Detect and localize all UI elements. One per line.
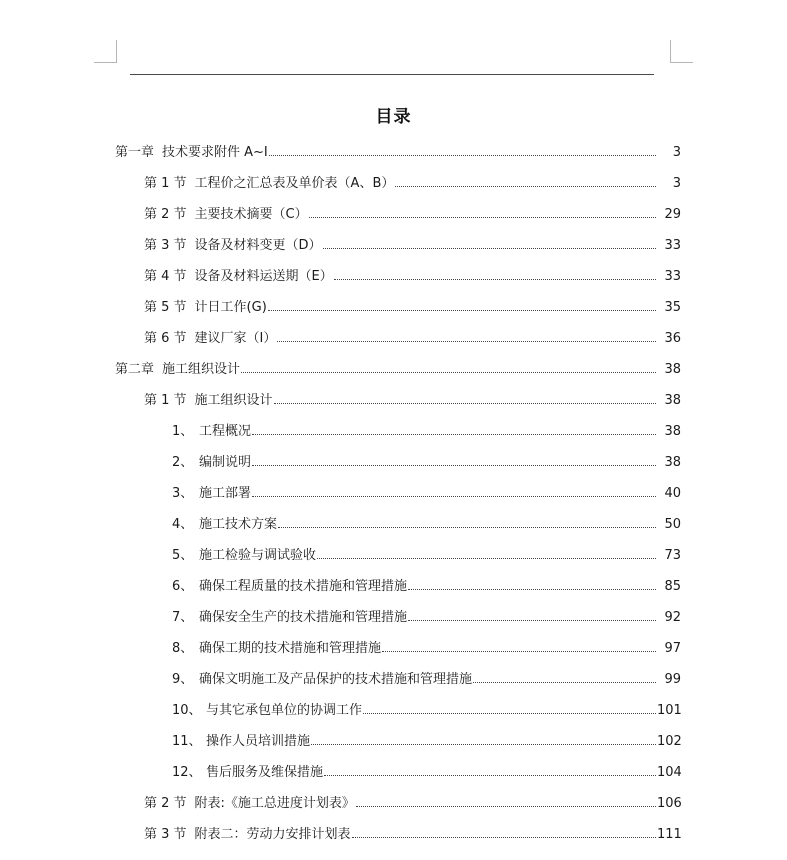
toc-entry[interactable] [0,385,787,416]
toc-dot-leader [408,589,656,590]
toc-entry-label: 施工检验与调试验收 [199,548,317,563]
toc-entry-number: 2、 [172,455,194,470]
toc-entry-label: 主要技术摘要（C） [194,207,308,222]
toc-page-number: 33 [664,238,681,253]
toc-dot-leader [473,682,656,683]
toc-entry-label: 工程价之汇总表及单价表（A、B） [194,176,395,191]
toc-page-number: 38 [664,455,681,470]
toc-entry-number: 11、 [172,734,202,749]
toc-page-number: 38 [664,393,681,408]
toc-dot-leader [334,279,656,280]
toc-entry-number: 第 4 节 [144,269,187,284]
toc-entry[interactable] [0,230,787,261]
toc-entry-number: 1、 [172,424,194,439]
toc-entry[interactable] [0,540,787,571]
toc-dot-leader [382,651,656,652]
toc-entry-label: 施工技术方案 [199,517,278,532]
toc-entry-number: 6、 [172,579,194,594]
toc-dot-leader [363,713,656,714]
toc-entry[interactable] [0,323,787,354]
toc-entry-label: 技术要求附件 A~I [162,145,268,160]
toc-entry-label: 工程概况 [199,424,252,439]
toc-entry-number: 第二章 [115,362,155,377]
toc-page-number: 40 [664,486,681,501]
toc-page-number: 38 [664,424,681,439]
toc-entry-label: 附表二：劳动力安排计划表 [194,827,351,842]
toc-entry-label: 设备及材料变更（D） [194,238,322,253]
toc-entry-label: 与其它承包单位的协调工作 [206,703,363,718]
toc-page-number: 106 [657,796,682,811]
toc-entry[interactable] [0,819,787,850]
toc-page-number: 29 [664,207,681,222]
toc-page-number: 3 [672,176,681,191]
toc-entry-label: 确保文明施工及产品保护的技术措施和管理措施 [199,672,473,687]
toc-entry-number: 第 5 节 [144,300,187,315]
toc-entry-number: 8、 [172,641,194,656]
toc-page-number: 36 [664,331,681,346]
toc-dot-leader [241,372,656,373]
toc-page-number: 99 [664,672,681,687]
toc-entry-number: 第一章 [115,145,155,160]
toc-entry[interactable] [0,726,787,757]
toc-entry-number: 7、 [172,610,194,625]
toc-entry-number: 第 1 节 [144,393,187,408]
toc-dot-leader [274,403,656,404]
margin-corner-mark-right [670,40,693,63]
toc-page-number: 38 [664,362,681,377]
toc-entry[interactable] [0,354,787,385]
toc-dot-leader [309,217,656,218]
toc-dot-leader [324,775,656,776]
table-of-contents [0,137,787,850]
toc-entry[interactable] [0,509,787,540]
toc-entry-number: 4、 [172,517,194,532]
toc-page-number: 3 [672,145,681,160]
toc-entry[interactable] [0,633,787,664]
toc-entry-label: 操作人员培训措施 [206,734,311,749]
toc-dot-leader [317,558,656,559]
toc-entry-label: 设备及材料运送期（E） [194,269,333,284]
toc-page-number: 92 [664,610,681,625]
toc-dot-leader [252,465,656,466]
toc-entry-label: 施工组织设计 [194,393,273,408]
toc-entry-number: 第 3 节 [144,827,187,842]
toc-entry[interactable] [0,416,787,447]
toc-entry-label: 附表:《施工总进度计划表》 [194,796,355,811]
toc-dot-leader [408,620,656,621]
toc-dot-leader [352,837,656,838]
toc-page-number: 35 [664,300,681,315]
toc-entry[interactable] [0,664,787,695]
toc-entry[interactable] [0,292,787,323]
toc-dot-leader [278,527,656,528]
toc-dot-leader [252,496,656,497]
toc-entry-number: 第 2 节 [144,207,187,222]
toc-entry-number: 12、 [172,765,202,780]
toc-dot-leader [269,155,656,156]
toc-entry-label: 确保安全生产的技术措施和管理措施 [199,610,408,625]
toc-dot-leader [311,744,656,745]
toc-dot-leader [395,186,656,187]
toc-entry-label: 售后服务及维保措施 [206,765,324,780]
toc-dot-leader [252,434,656,435]
toc-entry-label: 施工部署 [199,486,252,501]
toc-title: 目录 [375,107,412,127]
toc-entry-number: 第 1 节 [144,176,187,191]
toc-entry-label: 施工组织设计 [162,362,241,377]
toc-entry[interactable] [0,788,787,819]
toc-dot-leader [277,341,656,342]
toc-entry-number: 10、 [172,703,202,718]
toc-entry-label: 编制说明 [199,455,252,470]
toc-entry-number: 第 2 节 [144,796,187,811]
toc-entry[interactable] [0,602,787,633]
toc-entry-number: 第 6 节 [144,331,187,346]
toc-page-number: 102 [657,734,682,749]
toc-page-number: 33 [664,269,681,284]
toc-entry[interactable] [0,447,787,478]
header-rule [130,74,654,75]
toc-entry-label: 计日工作(G) [194,300,267,315]
toc-page-number: 50 [664,517,681,532]
toc-entry[interactable] [0,571,787,602]
toc-dot-leader [268,310,656,311]
toc-entry[interactable] [0,137,787,168]
toc-page-number: 104 [657,765,682,780]
toc-entry[interactable] [0,695,787,726]
toc-page-number: 101 [657,703,682,718]
toc-entry-label: 确保工期的技术措施和管理措施 [199,641,382,656]
toc-entry-number: 3、 [172,486,194,501]
toc-entry-number: 第 3 节 [144,238,187,253]
toc-page-number: 73 [664,548,681,563]
toc-entry[interactable] [0,168,787,199]
toc-entry[interactable] [0,261,787,292]
toc-entry[interactable] [0,199,787,230]
toc-dot-leader [323,248,656,249]
toc-entry[interactable] [0,478,787,509]
toc-entry-label: 建议厂家（I） [194,331,277,346]
toc-page-number: 111 [657,827,682,842]
toc-entry[interactable] [0,757,787,788]
margin-corner-mark-left [94,40,117,63]
toc-page-number: 97 [664,641,681,656]
toc-entry-label: 确保工程质量的技术措施和管理措施 [199,579,408,594]
toc-entry-number: 9、 [172,672,194,687]
toc-dot-leader [356,806,656,807]
toc-page-number: 85 [664,579,681,594]
toc-entry-number: 5、 [172,548,194,563]
